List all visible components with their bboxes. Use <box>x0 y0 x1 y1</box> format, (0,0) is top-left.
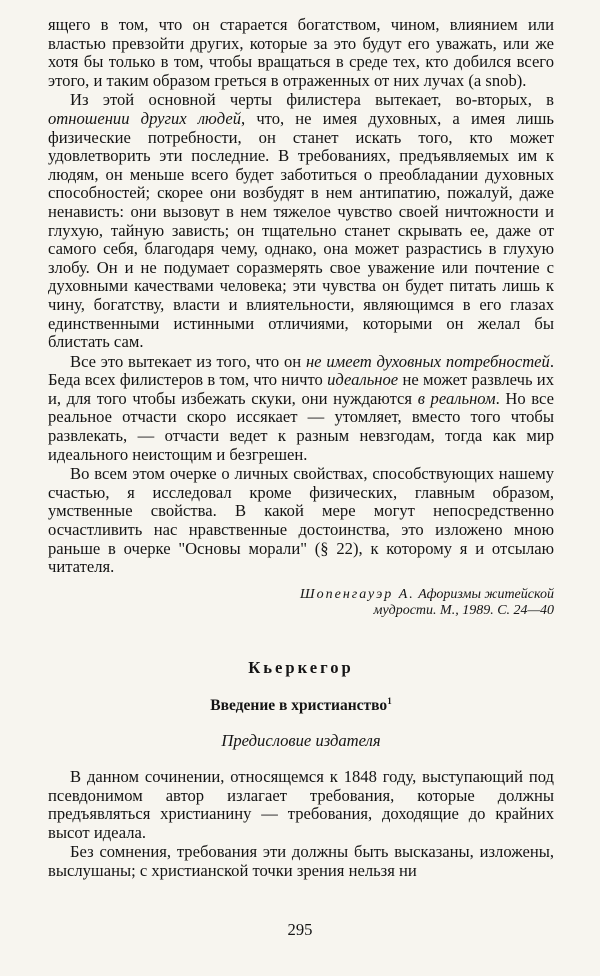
paragraph-2-text-b: , что, не имея духовных, а имея лишь физические потребности, он станет искать того, кто может удовлетворить эти последние. В требованиях, предъявляемых им к людям, он меньше всего будет заботиться о преобладании духовных способностей; скорее они возбудят в нем антипатию, пожалуй, даже ненависть: они вызовут в нем тяжелое чувство своей ничтожности и глухую, тайную зависть; он тщательно станет скрывать ее, даже от самого себя, благодаря чему, однако, она может разрастись в глухую злобу. Он и не подумает соразмерять свое уважение или почтение с духовными качествами человека; эти чувства он будет питать лишь к чину, богатству, власти и влиятельности, являющимся в его глазах единственными истинными отличиями, которыми он желал бы блистать сам. <box>48 108 554 352</box>
paragraph-3-italic-1: не имеет духовных потребностей <box>305 351 550 371</box>
schopenhauer-paragraph-4: Во всем этом очерке о личных свойствах, способствующих нашему счастью, я исследовал кроме физических, главным образом, умственные свойства. В какой мере могут непосредственно осчастливить нас нравственные достоинства, это изложено мною раньше в очерке "Основы морали" (§ 22), к которому я и отсылаю читателя. <box>48 464 554 577</box>
schopenhauer-paragraph-2 <box>48 91 554 351</box>
schopenhauer-paragraph-3 <box>48 353 554 465</box>
preface-heading: Предисловие издателя <box>221 730 381 750</box>
paragraph-2-text-a: Из этой основной черты филистера вытекает, во-вторых, в <box>70 90 554 110</box>
paragraph-2-italic-1: отношении других людей <box>48 108 242 128</box>
paragraph-3-italic-2: идеальное <box>327 370 399 390</box>
kierkegaard-paragraph-1: В данном сочинении, относящемся к 1848 году, выступающий под псевдонимом автор излагает требования, которые должны предъявляться христианину — требования, доходящие до крайних высот идеала. <box>48 766 554 842</box>
paragraph-3-italic-3: в реальном <box>417 388 496 408</box>
page-number: 295 <box>287 920 313 939</box>
paragraph-3-text-b: . Беда всех филистеров в том, что ничто <box>48 351 554 390</box>
paragraph-3-text-a: Все это вытекает из того, что он <box>70 351 306 371</box>
section-author-heading: Кьеркегор <box>248 657 354 677</box>
kierkegaard-paragraph-2: Без сомнения, требования эти должны быть высказаны, изложены, выслушаны; с христианской точки зрения нельзя ни <box>48 842 554 880</box>
footnote-marker: 1 <box>387 695 392 706</box>
paragraph-3-text-d: . Но все реальное отчасти скоро иссякает — утомляет, вместо того чтобы развлекать, — отчасти ведет к разным невзгодам, тогда как мир идеального неистощим и безгрешен. <box>48 388 554 464</box>
source-citation <box>284 587 554 619</box>
source-author: Шопенгауэр А. <box>300 586 415 602</box>
schopenhauer-paragraph-1: ящего в том, что он старается богатством, чином, влиянием или властью превзойти других, которые за это будут его уважать, или же хотя бы только в том, чтобы вращаться в среде тех, кто добился всего этого, и таким образом греться в отраженных от них лучах (a snob). <box>48 15 554 90</box>
paragraph-3-text-c: не может развлечь их и, для того чтобы избежать скуки, они нуждаются <box>48 370 554 408</box>
source-title: Афоризмы житейской мудрости. М., 1989. С. 24—40 <box>373 586 554 618</box>
work-title-text: Введение в христианство <box>210 696 388 714</box>
work-title <box>48 696 554 715</box>
